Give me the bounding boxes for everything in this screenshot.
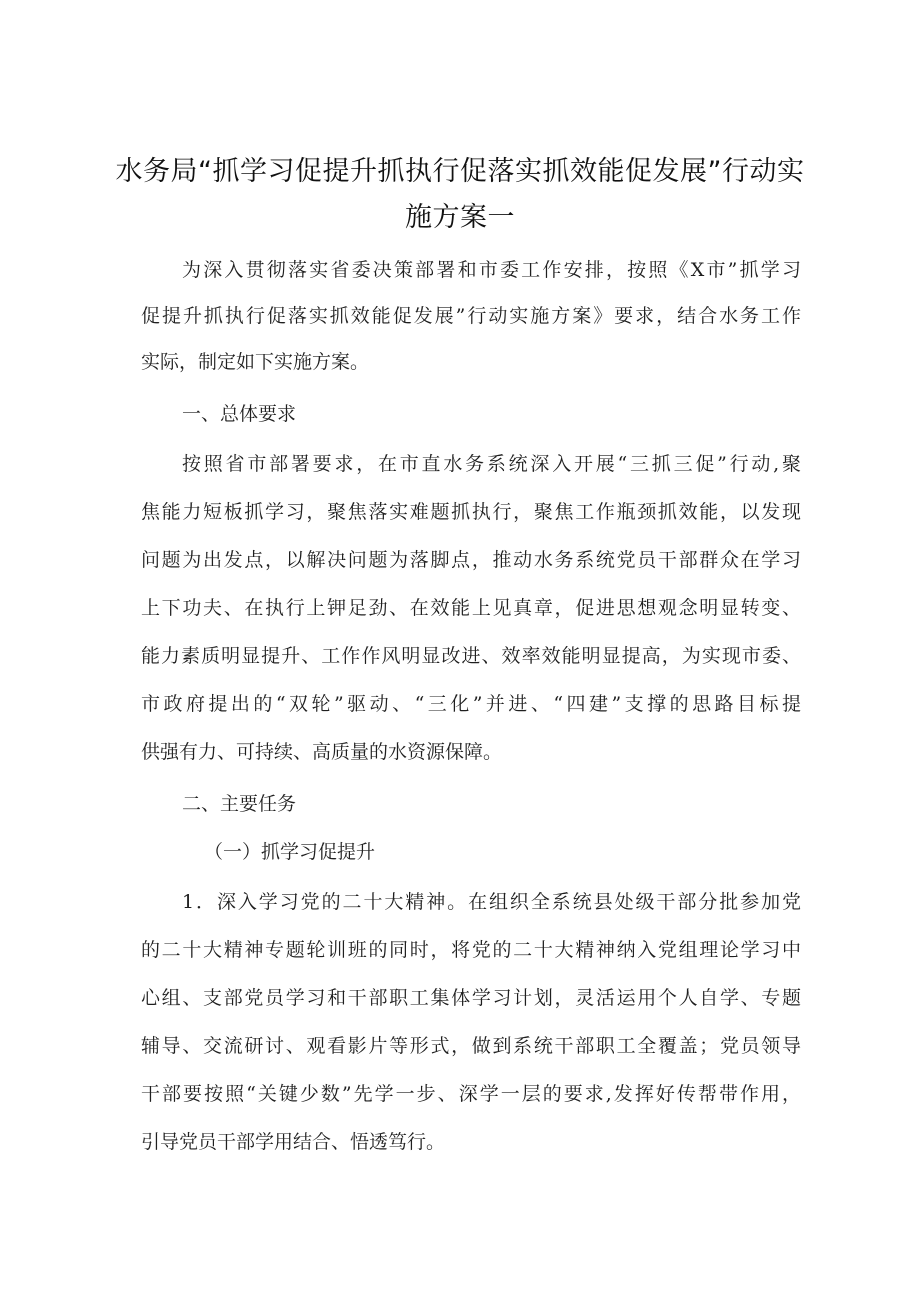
document-title-line-1: 水务局“抓学习促提升抓执行促落实抓效能促发展”行动实 — [115, 156, 805, 187]
body-line: 干部要按照“关键少数”先学一步、深学一层的要求,发挥好传帮带作用， — [141, 1083, 801, 1105]
body-line: 心组、支部党员学习和干部职工集体学习计划，灵活运用个人自学、专题 — [141, 987, 801, 1009]
body-line: 市政府提出的“双轮”驱动、“三化”并进、“四建”支撑的思路目标提 — [141, 693, 801, 715]
section-heading: 二、主要任务 — [182, 793, 297, 815]
intro-line: 为深入贯彻落实省委决策部署和市委工作安排，按照《X市”抓学习 — [182, 259, 801, 281]
body-line: 焦能力短板抓学习，聚焦落实难题抓执行，聚焦工作瓶颈抓效能，以发现 — [141, 501, 801, 523]
body-line: 引导党员干部学用结合、悟透笃行。 — [141, 1131, 446, 1153]
subsection-heading: （一）抓学习促提升 — [204, 841, 376, 863]
body-line: 上下功夫、在执行上钾足劲、在效能上见真章，促进思想观念明显转变、 — [141, 597, 801, 619]
intro-line: 实际，制定如下实施方案。 — [141, 351, 370, 373]
intro-line: 促提升抓执行促落实抓效能促发展”行动实施方案》要求，结合水务工作 — [141, 305, 801, 327]
body-line: 按照省市部署要求，在市直水务系统深入开展“三抓三促”行动,聚 — [182, 453, 801, 475]
body-line: 能力素质明显提升、工作作风明显改进、效率效能明显提高，为实现市委、 — [141, 645, 801, 667]
section-heading: 一、总体要求 — [182, 403, 297, 425]
body-line: 问题为出发点，以解决问题为落脚点，推动水务系统党员干部群众在学习 — [141, 549, 801, 571]
document-title-line-2: 施方案一 — [405, 202, 515, 233]
body-line: 的二十大精神专题轮训班的同时，将党的二十大精神纳入党组理论学习中 — [141, 939, 801, 961]
body-line: 1．深入学习党的二十大精神。在组织全系统县处级干部分批参加党 — [182, 891, 801, 913]
body-line: 供强有力、可持续、高质量的水资源保障。 — [141, 741, 503, 763]
body-line: 辅导、交流研讨、观看影片等形式，做到系统干部职工全覆盖；党员领导 — [141, 1035, 801, 1057]
